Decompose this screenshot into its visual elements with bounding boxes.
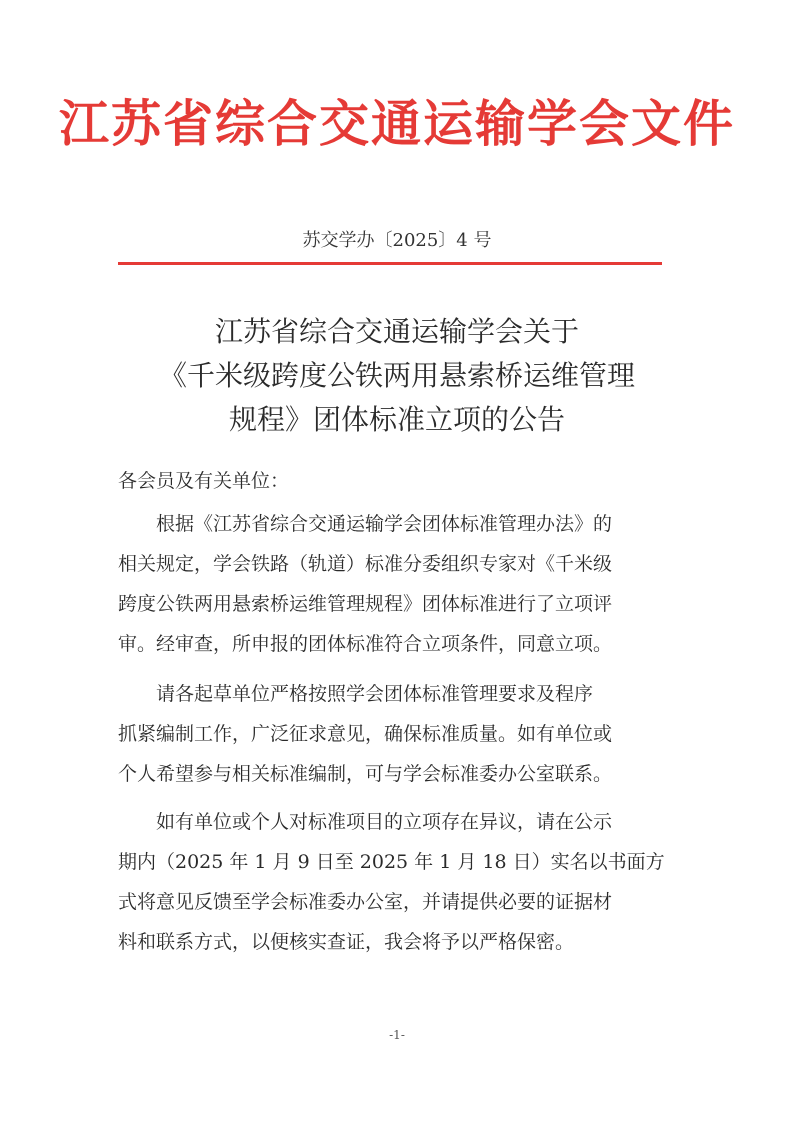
paragraph-line: 相关规定，学会铁路（轨道）标准分委组织专家对《千米级 — [118, 553, 613, 575]
paragraph-line: 料和联系方式，以便核实查证，我会将予以严格保密。 — [118, 931, 575, 953]
paragraph-line: 期内（2025 年 1 月 9 日至 2025 年 1 月 18 日）实名以书面方 — [118, 851, 665, 873]
paragraph-line: 审。经审查，所申报的团体标准符合立项条件，同意立项。 — [118, 633, 613, 655]
notice-title-line-3: 规程》团体标准立项的公告 — [228, 403, 565, 436]
paragraph-3 — [118, 802, 666, 962]
paragraph-line: 跨度公铁两用悬索桥运维管理规程》团体标准进行了立项评 — [118, 593, 613, 615]
paragraph-2 — [118, 674, 666, 794]
salutation: 各会员及有关单位： — [118, 470, 290, 492]
paragraph-line: 抓紧编制工作，广泛征求意见，确保标准质量。如有单位或 — [118, 723, 613, 745]
masthead-title: 江苏省综合交通运输学会文件 — [59, 95, 735, 153]
page-number: -1- — [389, 1028, 405, 1042]
paragraph-1 — [118, 504, 666, 664]
paragraph-line: 式将意见反馈至学会标准委办公室，并请提供必要的证据材 — [118, 891, 613, 913]
paragraph-line: 根据《江苏省综合交通运输学会团体标准管理办法》的 — [156, 513, 613, 535]
paragraph-line: 请各起草单位严格按照学会团体标准管理要求及程序 — [156, 683, 594, 705]
red-divider-line — [118, 262, 662, 265]
notice-title — [0, 310, 794, 442]
document-number: 苏交学办〔2025〕4 号 — [302, 230, 492, 251]
notice-title-line-1: 江苏省综合交通运输学会关于 — [214, 315, 579, 348]
paragraph-line: 如有单位或个人对标准项目的立项存在异议，请在公示 — [156, 811, 613, 833]
paragraph-line: 个人希望参与相关标准编制，可与学会标准委办公室联系。 — [118, 763, 613, 785]
notice-title-line-2: 《千米级跨度公铁两用悬索桥运维管理 — [158, 359, 635, 392]
